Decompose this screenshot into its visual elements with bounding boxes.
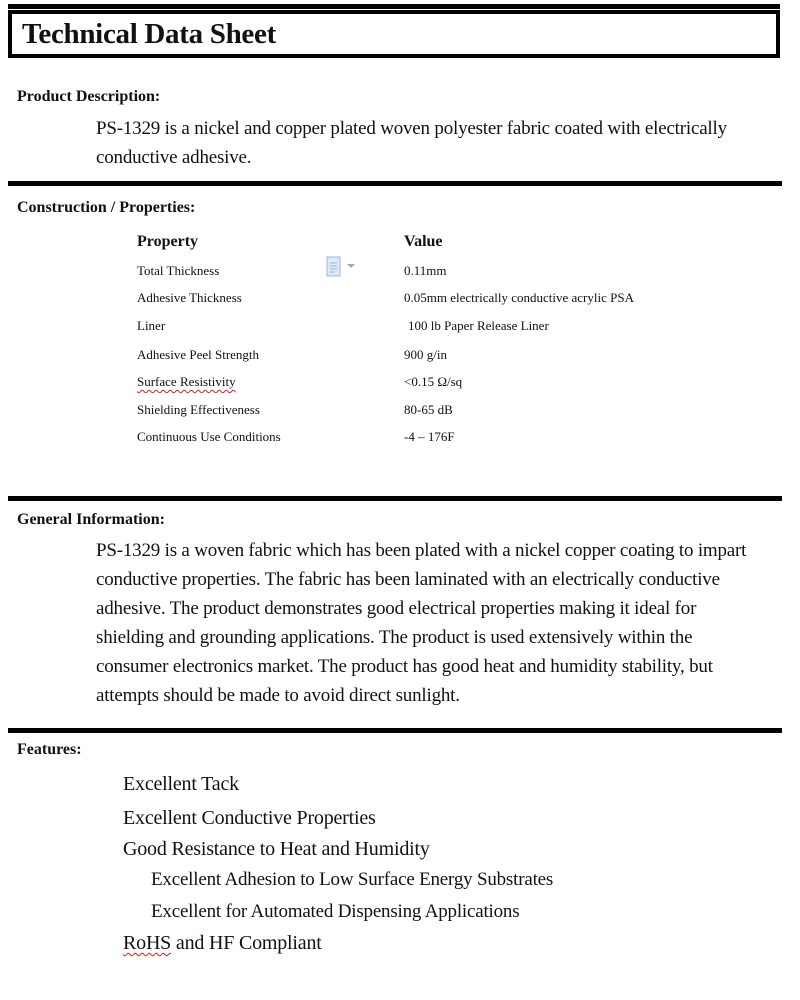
section-divider [8,496,782,501]
property-name: Continuous Use Conditions [137,429,281,444]
section-divider [8,181,782,186]
property-name: Total Thickness [137,263,220,278]
property-value: 900 g/in [404,347,447,362]
rohs-text: RoHS [123,932,172,954]
property-name: Surface Resistivity [137,374,236,389]
property-row [137,374,697,398]
feature-item: Good Resistance to Heat and Humidity [123,838,430,860]
construction-label: Construction / Properties: [17,199,196,216]
product-description-text: PS-1329 is a nickel and copper plated woven polyester fabric coated with electrically conductive adhesive. [96,118,727,168]
section-divider [8,728,782,733]
property-value: 0.05mm electrically conductive acrylic PSA [404,290,634,305]
feature-item: Excellent Adhesion to Low Surface Energy Substrates [151,869,554,890]
property-value: -4 – 176F [404,429,455,444]
features-label: Features: [17,741,82,758]
property-row [137,429,697,453]
property-value: <0.15 Ω/sq [404,374,463,389]
property-value: 100 lb Paper Release Liner [408,318,549,333]
property-value: 0.11mm [404,263,447,278]
property-name: Liner [137,318,166,333]
property-name: Adhesive Thickness [137,290,242,305]
general-information-text: PS-1329 is a woven fabric which has been plated with a nickel copper coating to impart conductive properties. The fabric has been laminated with an electrically conductive adhesive. The product demonstrates good electrical properties making it ideal for shielding and grounding applications. The product is used extensively within the consumer electronics market. The product has good heat and humidity stability, but attempts should be made to avoid direct sunlight. [96,540,747,706]
property-name: Adhesive Peel Strength [137,347,260,362]
property-row [137,290,697,314]
general-information-label: General Information: [17,511,165,528]
property-row [137,263,697,287]
feature-item-rohs [123,932,322,955]
value-header: Value [404,233,443,250]
property-row [137,402,697,426]
property-row [137,347,697,371]
property-value: 80-65 dB [404,402,453,417]
property-name: Shielding Effectiveness [137,402,260,417]
rohs-rest: and HF Compliant [171,932,322,954]
title-box [8,10,780,58]
page-title: Technical Data Sheet [22,18,276,50]
property-header: Property [137,233,199,250]
feature-item: Excellent Tack [123,773,239,795]
property-row [137,318,697,342]
feature-item: Excellent for Automated Dispensing Applications [151,901,520,922]
product-description-label: Product Description: [17,88,161,105]
feature-item: Excellent Conductive Properties [123,807,376,829]
